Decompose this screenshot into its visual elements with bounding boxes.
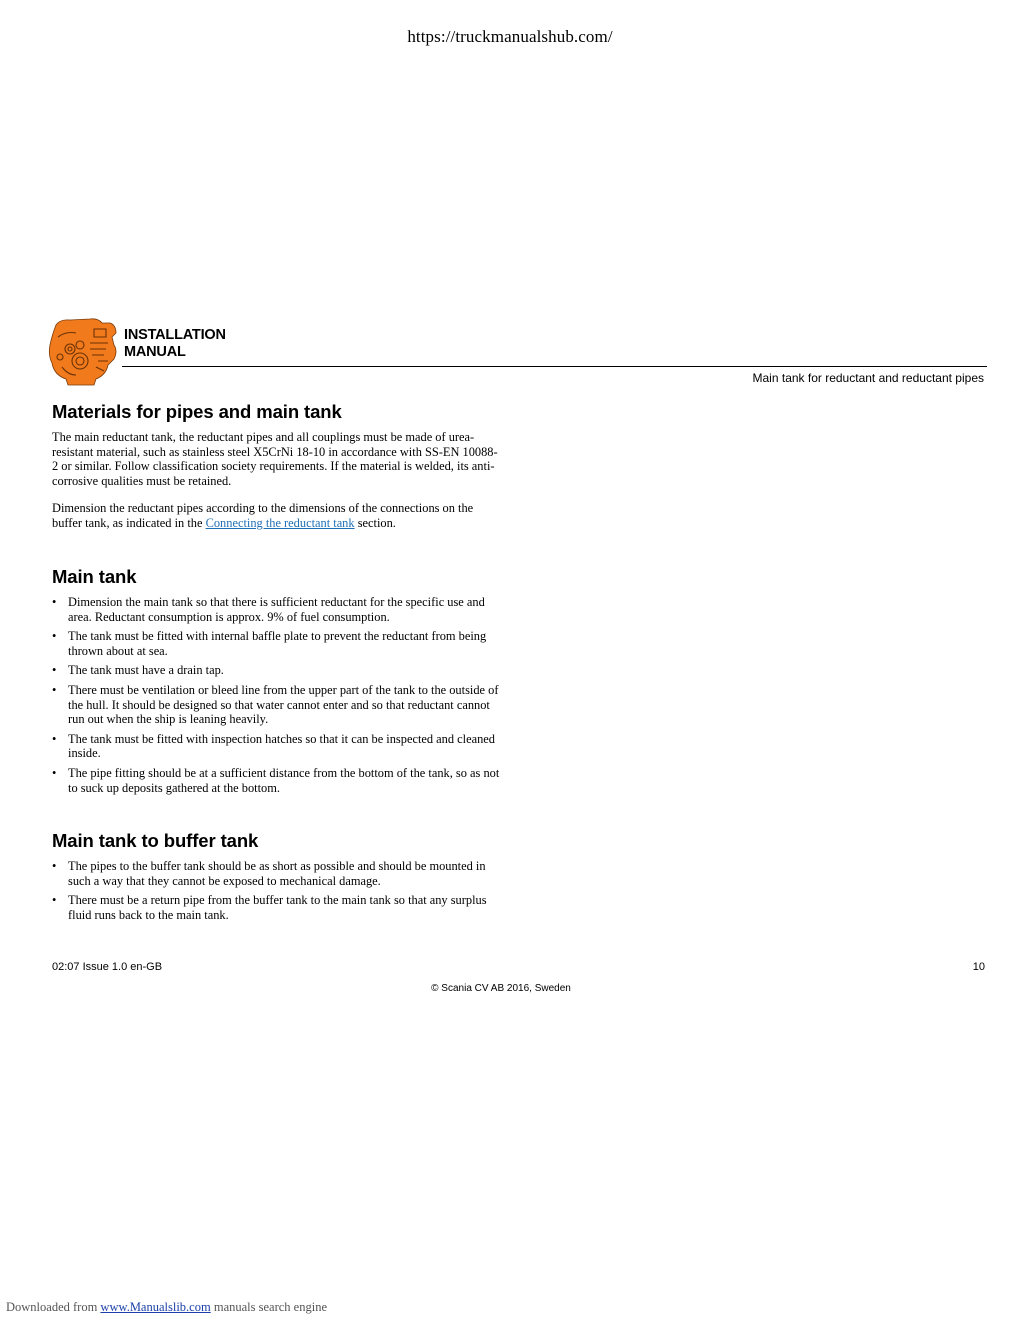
header-divider [122,366,987,367]
manual-title-line2: MANUAL [124,343,186,360]
page-number: 10 [972,961,985,973]
list-item: • The pipes to the buffer tank should be as short as possible and should be mounted in such a way that they cannot be exposed to mechanical damage. [52,859,502,888]
copyright: © Scania CV AB 2016, Sweden [431,983,571,994]
manualslib-link[interactable]: www.Manualslib.com [100,1300,211,1314]
main-tank-list [52,595,502,800]
watermark-url: https://truckmanualshub.com/ [407,27,613,46]
engine-logo-icon [46,315,120,389]
list-item: • The tank must be fitted with internal baffle plate to prevent the reductant from being thrown about at sea. [52,629,502,658]
materials-paragraph-2-text: Dimension the reductant pipes according to the dimensions of the connections on the buffer tank, as indicated in the [52,501,474,530]
connecting-reductant-tank-link[interactable]: Connecting the reductant tank [205,515,355,530]
download-suffix: manuals search engine [213,1300,327,1314]
list-item: • The tank must have a drain tap. [52,663,502,678]
heading-buffer-tank: Main tank to buffer tank [52,830,259,851]
footer-issue: 02:07 Issue 1.0 en-GB [52,961,163,973]
manual-title [124,327,226,360]
buffer-tank-list [52,859,502,927]
materials-paragraph-2 [52,501,502,530]
list-item: • The tank must be fitted with inspection hatches so that it can be inspected and cleaned inside. [52,732,502,761]
manual-title-line1: INSTALLATION [124,327,226,343]
materials-paragraph-1: The main reductant tank, the reductant pipes and all couplings must be made of urea-resistant material, such as stainless steel X5CrNi 18-10 in accordance with SS-EN 10088-2 or similar. Follow classification society requirements. If the material is welded, its anti-corrosive qualities must be retained. [52,430,498,488]
download-prefix: Downloaded from [6,1300,98,1314]
list-item: • The pipe fitting should be at a sufficient distance from the bottom of the tank, so as not to suck up deposits gathered at the bottom. [52,766,502,795]
list-item: • Dimension the main tank so that there is sufficient reductant for the specific use and area. Reductant consumption is approx. 9% of fuel consumption. [52,595,502,624]
list-item: • There must be ventilation or bleed line from the upper part of the tank to the outside of the hull. It should be designed so that water cannot enter and so that reductant cannot run out when the ship is leaning heavily. [52,683,502,727]
materials-paragraph-2-end: section. [357,515,396,530]
heading-materials: Materials for pipes and main tank [52,401,342,422]
running-header-section: Main tank for reductant and reductant pipes [752,371,984,385]
list-item: • There must be a return pipe from the buffer tank to the main tank so that any surplus fluid runs back to the main tank. [52,893,502,922]
heading-main-tank: Main tank [52,566,137,587]
download-attribution [6,1300,327,1315]
